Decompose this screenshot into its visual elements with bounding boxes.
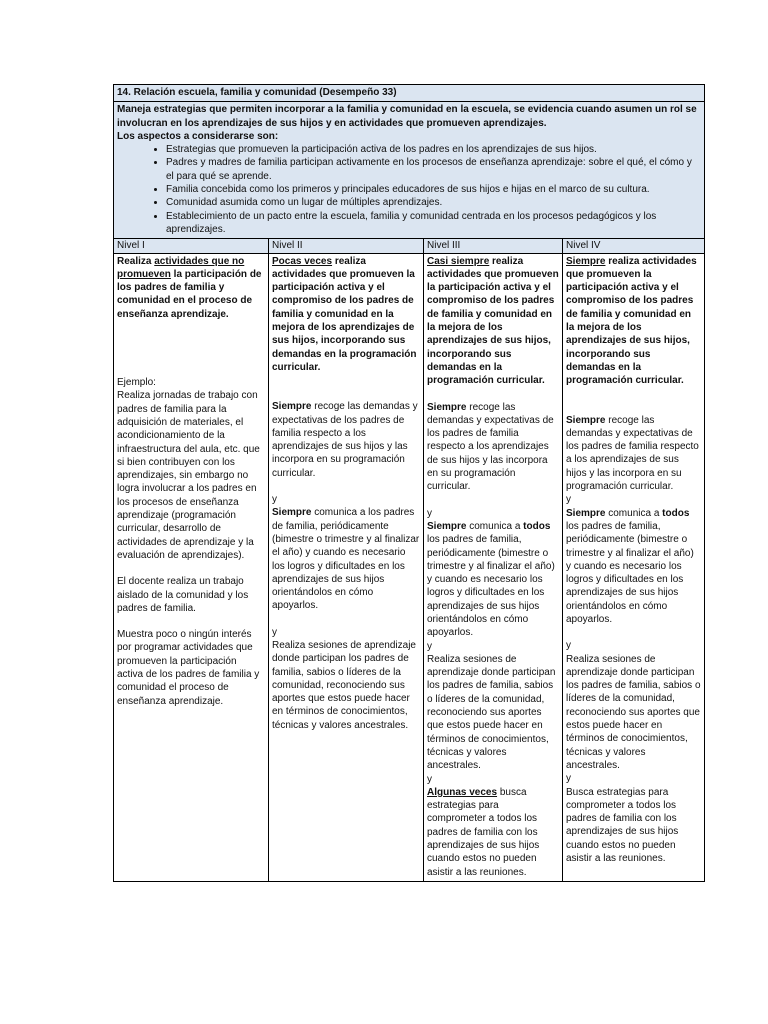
criterion-text: Realiza sesiones de aprendizaje donde participan los padres de familia, sabios o líderes de la comunidad, reconociendo sus aportes que estos puede hacer en términos de conocimientos, técnicas y valores ancestrales. xyxy=(566,653,701,771)
text-run: la participación de los padres de familia y comunidad en el proceso de enseñanza aprendizaje. xyxy=(117,268,262,320)
connector-y: y xyxy=(427,507,432,519)
text-run: recoge las demandas y expectativas de los padres de familia respecto a los aprendizajes de sus hijos y las incorpora en su programación curricular. xyxy=(427,401,554,493)
criterion-text xyxy=(427,786,559,879)
example-text: Muestra poco o ningún interés por programar actividades que promueven la participación activa de los padres de familia y comunidad el proceso de enseñanza aprendizaje. xyxy=(117,629,260,707)
connector-y: y xyxy=(566,773,571,785)
text-run: Siempre xyxy=(427,520,467,532)
connector-y: y xyxy=(272,494,277,506)
text-run: Siempre xyxy=(566,255,606,267)
connector-y: y xyxy=(566,494,571,506)
example-label: Ejemplo: xyxy=(117,377,156,389)
level-1-cell xyxy=(114,253,269,881)
level-3-summary xyxy=(427,255,559,388)
level-2-cell xyxy=(269,253,424,881)
text-run: Siempre xyxy=(272,507,312,519)
level-3-cell xyxy=(424,253,563,881)
level-1-summary xyxy=(117,255,265,321)
text-run: realiza actividades que promueven la participación activa y el compromiso de los padres de familia y comunidad en la mejora de los aprendizajes de sus hijos, incorporando sus demandas en la programación curricular. xyxy=(566,255,697,387)
aspect-item: • Estrategias que promueven la participación activa de los padres en los aprendizajes de sus hijos. xyxy=(166,143,701,156)
text-run: recoge las demandas y expectativas de los padres de familia respecto a los aprendizajes de sus hijos y las incorpora en su programación curricular. xyxy=(272,401,418,479)
description-cell xyxy=(114,102,705,239)
level-header: Nivel III xyxy=(424,239,563,253)
criterion-text: Realiza sesiones de aprendizaje donde participan los padres de familia, sabios o líderes de la comunidad, reconociendo sus aportes que estos puede hacer en términos de conocimientos, técnicas y valores ancestrales. xyxy=(272,639,416,731)
text-run: comunica a los padres de familia, periódicamente (bimestre o trimestre y al finalizar el año) y cuando es necesario los logros y dificultades en los aprendizajes de sus hijos orientándolos en cómo apoyarlos. xyxy=(272,507,420,612)
text-run: Realiza xyxy=(117,255,155,267)
aspects-title: Los aspectos a considerarse son: xyxy=(117,130,279,142)
level-4-summary xyxy=(566,255,701,388)
text-run: Siempre xyxy=(566,507,606,519)
text-run: Algunas veces xyxy=(427,786,498,798)
criterion-text xyxy=(272,400,420,480)
text-run: Siempre xyxy=(566,414,606,426)
example-text: Realiza jornadas de trabajo con padres de familia para la adquisición de materiales, el acondicionamiento de la infraestructura del aula, etc. que si bien contribuyen con los aprendizajes, sin embargo no logra involucrar a los padres en los procesos de enseñanza aprendizaje (programación curricular, desarrollo de actividades de aprendizaje y la evaluación de aprendizajes). xyxy=(117,390,260,561)
text-run: los padres de familia, periódicamente (bimestre o trimestre y al finalizar el año) y cuando es necesario los logros y dificultades en los aprendizajes de sus hijos orientándolos en cómo apoyarlos. xyxy=(427,534,555,639)
aspect-item: • Familia concebida como los primeros y principales educadores de sus hijos e hijas en el marco de su cultura. xyxy=(166,183,701,196)
text-run: recoge las demandas y expectativas de los padres de familia respecto a los aprendizajes de sus hijos y las incorpora en su programación curricular. xyxy=(566,414,699,493)
text-run: todos xyxy=(523,520,551,532)
level-header: Nivel IV xyxy=(563,239,705,253)
text-run: busca estrategias para comprometer a todos los padres de familia con los aprendizajes de sus hijos cuando estos no pueden asistir a las reuniones. xyxy=(427,786,540,878)
aspects-list xyxy=(117,143,701,236)
connector-y: y xyxy=(427,640,432,652)
rubric-title: 14. Relación escuela, familia y comunidad (Desempeño 33) xyxy=(114,85,705,102)
criterion-text xyxy=(272,506,420,612)
text-run: actividades que no promueven xyxy=(117,255,245,280)
rubric-table xyxy=(113,84,705,882)
description-row xyxy=(114,102,705,239)
connector-y: y xyxy=(272,626,277,638)
text-run: los padres de familia, periódicamente (bimestre o trimestre y al finalizar el año) y cuando es necesario los logros y dificultades en los aprendizajes de sus hijos orientándolos en cómo apoyarlos. xyxy=(566,520,694,625)
criterion-text: Busca estrategias para comprometer a todos los padres de familia con los aprendizajes de sus hijos cuando estos no pueden asistir a las reuniones. xyxy=(566,786,679,865)
criterion-text xyxy=(427,401,559,494)
aspect-item: • Establecimiento de un pacto entre la escuela, familia y comunidad centrada en los procesos pedagógicos y los aprendizajes. xyxy=(166,210,701,237)
title-row xyxy=(114,85,705,102)
level-header: Nivel I xyxy=(114,239,269,253)
level-2-summary xyxy=(272,255,420,375)
criterion-text xyxy=(566,507,701,627)
level-4-cell xyxy=(563,253,705,881)
text-run: Pocas veces xyxy=(272,255,333,267)
example-text: El docente realiza un trabajo aislado de la comunidad y los padres de familia. xyxy=(117,576,249,614)
text-run: todos xyxy=(662,507,690,519)
aspect-item: • Padres y madres de familia participan activamente en los procesos de enseñanza aprendizaje: sobre el qué, el cómo y el para qué se aprende. xyxy=(166,156,701,183)
description-text: Maneja estrategias que permiten incorporar a la familia y comunidad en la escuela, se evidencia cuando asumen un rol se involucran en los aprendizajes de sus hijos y en actividades que promueven aprendizajes. xyxy=(117,104,697,129)
levels-content-row xyxy=(114,253,705,881)
criterion-text xyxy=(427,520,559,640)
text-run: comunica a xyxy=(466,520,524,532)
criterion-text: Realiza sesiones de aprendizaje donde participan los padres de familia, sabios o líderes de la comunidad, reconociendo sus aportes que estos puede hacer en términos de conocimientos, técnicas y valores ancestrales. xyxy=(427,653,556,772)
connector-y: y xyxy=(427,773,432,785)
text-run: Siempre xyxy=(427,401,467,413)
criterion-text xyxy=(566,414,701,494)
text-run: Siempre xyxy=(272,401,312,413)
connector-y: y xyxy=(566,640,571,652)
text-run: realiza actividades que promueven la participación activa y el compromiso de los padres de familia y comunidad en la mejora de los aprendizajes de sus hijos, incorporando sus demandas en la programación curricular. xyxy=(427,255,559,387)
text-run: comunica a xyxy=(605,507,663,519)
level-header: Nivel II xyxy=(269,239,424,253)
text-run: Casi siempre xyxy=(427,255,490,267)
levels-header-row xyxy=(114,239,705,253)
aspect-item: • Comunidad asumida como un lugar de múltiples aprendizajes. xyxy=(166,196,701,209)
text-run: realiza actividades que promueven la participación activa y el compromiso de los padres de familia y comunidad en la mejora de los aprendizajes de sus hijos, incorporando sus demandas en la programación curricular. xyxy=(272,255,417,373)
